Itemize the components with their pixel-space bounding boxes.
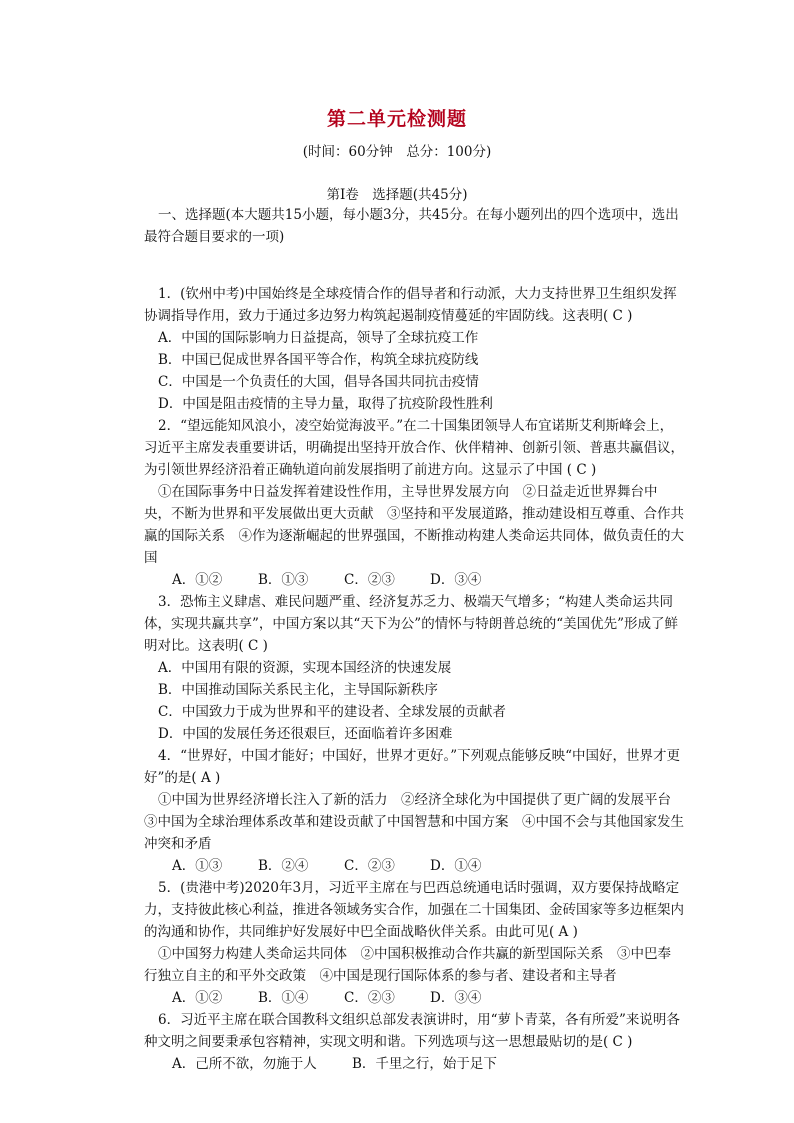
page-title: 第二单元检测题 (326, 108, 467, 130)
question-6 (144, 1009, 684, 1075)
option-row (144, 987, 684, 1009)
option-a: A．中国的国际影响力日益提高，领导了全球抗疫工作 (158, 330, 479, 346)
question-stem: 6．习近平主席在联合国教科文组织总部发表演讲时，用“萝卜青菜，各有所爱”来说明各种文明之间要秉承包容精神，实现文明和谐。下列选项与这一思想最贴切的是( C ) (144, 1012, 680, 1050)
option-d: D．①④ (430, 858, 482, 874)
question-statements: ①中国努力构建人类命运共同体 ②中国积极推动合作共赢的新型国际关系 ③中巴奉行独立自主的和平外交政策 ④中国是现行国际体系的参与者、建设者和主导者 (144, 946, 671, 984)
question-4 (144, 745, 684, 877)
option-d: D．③④ (430, 572, 482, 588)
option-d: D．③④ (430, 990, 482, 1006)
question-1 (144, 283, 684, 415)
option-a: A．中国用有限的资源，实现本国经济的快速发展 (158, 660, 452, 676)
question-statements: ①中国为世界经济增长注入了新的活力 ②经济全球化为中国提供了更广阔的发展平台 ③中国为全球治理体系改革和建设贡献了中国智慧和中国方案 ④中国不会与其他国家发生冲突和矛盾 (144, 792, 685, 852)
question-2 (144, 415, 684, 591)
option-c: C．中国是一个负责任的大国，倡导各国共同抗击疫情 (158, 374, 479, 390)
option-a: A．①② (172, 990, 223, 1006)
option-row (144, 1053, 684, 1075)
option-b: B．千里之行，始于足下 (352, 1056, 497, 1072)
option-b: B．①③ (258, 572, 309, 588)
question-stem: 4．“世界好，中国才能好；中国好，世界才更好。”下列观点能够反映“中国好，世界才更好”的是( A ) (144, 748, 681, 786)
question-statements: ①在国际事务中日益发挥着建设性作用，主导世界发展方向 ②日益走近世界舞台中央，不断为世界和平发展做出更大贡献 ③坚持和平发展道路，推动建设相互尊重、合作共赢的国际关系 ④作为逐渐崛起的世界强国，不断推动构建人类命运共同体，做负责任的大国 (144, 484, 684, 566)
question-list (144, 283, 684, 1075)
option-d: D．中国的发展任务还很艰巨，还面临着许多困难 (158, 726, 453, 742)
option-c: C．②③ (344, 572, 395, 588)
option-b: B．①④ (258, 990, 309, 1006)
option-a: A．①② (172, 572, 223, 588)
question-stem: 1．(钦州中考)中国始终是全球疫情合作的倡导者和行动派，大力支持世界卫生组织发挥协调指导作用，致力于通过多边努力构筑起遏制疫情蔓延的牢固防线。这表明( C ) (144, 286, 677, 324)
option-c: C．②③ (344, 858, 395, 874)
question-stem: 2．“望远能知风浪小，凌空始觉海波平。”在二十国集团领导人布宜诺斯艾利斯峰会上，习近平主席发表重要讲话，明确提出坚持开放合作、伙伴精神、创新引领、普惠共赢倡议，为引领世界经济沿着正确轨道向前发展指明了前进方向。这显示了中国 ( C ) (144, 418, 684, 478)
question-stem: 5．(贵港中考)2020年3月，习近平主席在与巴西总统通电话时强调，双方要保持战略定力，支持彼此核心利益，推进各领域务实合作，加强在二十国集团、金砖国家等多边框架内的沟通和协作，共同维护好发展好中巴全面战略伙伴关系。由此可见( A ) (144, 880, 684, 940)
question-stem: 3．恐怖主义肆虐、难民问题严重、经济复苏乏力、极端天气增多；“构建人类命运共同体，实现共赢共享”，中国方案以其“天下为公”的情怀与特朗普总统的“美国优先”形成了鲜明对比。这表明( C ) (144, 594, 679, 654)
exam-time-score: (时间：60分钟 总分：100分) (302, 144, 492, 160)
option-c: C．②③ (344, 990, 395, 1006)
question-3 (144, 591, 684, 745)
option-a: A．己所不欲，勿施于人 (172, 1056, 317, 1072)
option-b: B．②④ (258, 858, 309, 874)
option-c: C．中国致力于成为世界和平的建设者、全球发展的贡献者 (158, 704, 506, 720)
option-b: B．中国推动国际关系民主化，主导国际新秩序 (158, 682, 438, 698)
option-a: A．①③ (172, 858, 223, 874)
option-row (144, 569, 684, 591)
option-row (144, 855, 684, 877)
option-b: B．中国已促成世界各国平等合作，构筑全球抗疫防线 (158, 352, 479, 368)
question-5 (144, 877, 684, 1009)
section-heading: 第Ⅰ卷 选择题(共45分) (326, 187, 468, 203)
option-d: D．中国是阻击疫情的主导力量，取得了抗疫阶段性胜利 (158, 396, 493, 412)
section-instructions: 一、选择题(本大题共15小题，每小题3分，共45分。在每小题列出的四个选项中，选出最符合题目要求的一项) (144, 207, 679, 245)
